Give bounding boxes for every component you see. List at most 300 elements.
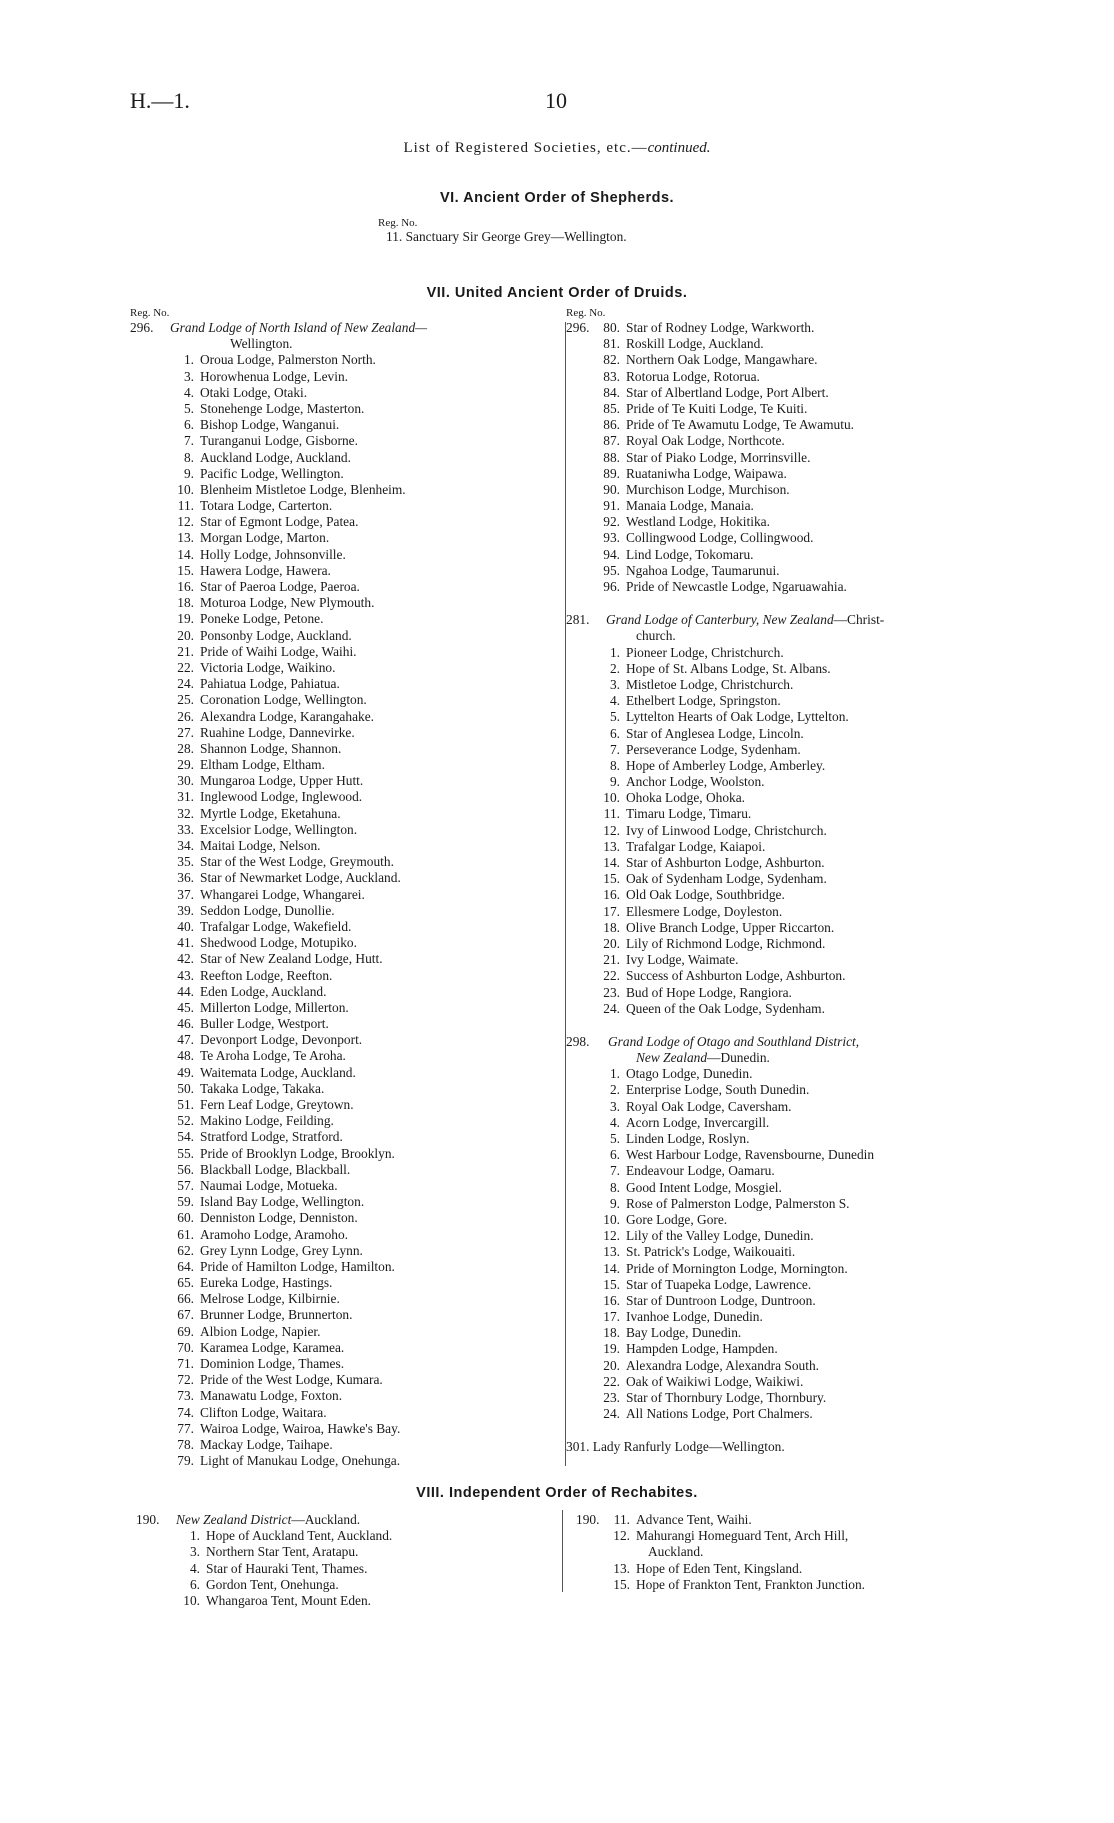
list-item: [566, 466, 1006, 482]
list-item: [130, 1000, 560, 1016]
item-number: 28.: [177, 740, 194, 756]
item-text: Star of Duntroon Lodge, Duntroon.: [626, 1292, 816, 1308]
list-item: [566, 1325, 1006, 1341]
list-item: [130, 903, 560, 919]
list-item: [130, 1081, 560, 1097]
list-item: [566, 936, 1006, 952]
list-item: [130, 1162, 560, 1178]
item-number: 62.: [177, 1242, 194, 1258]
item-number: 1.: [609, 644, 620, 660]
item-text: Pride of Newcastle Lodge, Ngaruawahia.: [626, 579, 847, 594]
item-number: 6.: [183, 417, 194, 433]
item-text: Bishop Lodge, Wanganui.: [200, 417, 340, 433]
group-296-continued: [566, 320, 1006, 595]
item-number: 16.: [177, 579, 194, 594]
list-item: [130, 951, 560, 967]
column-divider: [562, 1510, 563, 1592]
list-items: [566, 645, 1006, 1017]
list-item: [566, 952, 1006, 968]
list-item: [130, 692, 560, 708]
item-number: 12.: [603, 1228, 620, 1244]
list-item: [566, 1244, 1006, 1260]
item-text: Albion Lodge, Napier.: [200, 1323, 321, 1339]
item-number: 21.: [177, 643, 194, 659]
item-text: Success of Ashburton Lodge, Ashburton.: [626, 968, 846, 984]
list-item: [576, 1577, 1006, 1593]
list-item: [130, 628, 560, 644]
item-number: 11.: [177, 498, 194, 514]
group-number: 296.: [566, 320, 590, 335]
item-text: Blackball Lodge, Blackball.: [200, 1161, 351, 1177]
item-number: 8.: [609, 1179, 620, 1195]
item-text: Pacific Lodge, Wellington.: [200, 465, 344, 481]
item-text: Oak of Waikiwi Lodge, Waikiwi.: [626, 1373, 804, 1389]
item-number: 14.: [603, 1260, 620, 1276]
item-number: 4.: [189, 1560, 200, 1576]
item-text: Royal Oak Lodge, Caversham.: [626, 1098, 792, 1114]
item-number: 13.: [603, 838, 620, 854]
group-number: 281.: [566, 612, 590, 628]
list-item: [566, 482, 1006, 498]
list-item: [130, 1593, 560, 1609]
item-number: 1.: [189, 1528, 200, 1544]
item-number: 87.: [603, 433, 620, 449]
page-reference: H.—1.: [130, 88, 190, 113]
list-item: [130, 676, 560, 692]
group-name: Grand Lodge of Canterbury, New Zealand: [606, 612, 834, 628]
item-text: Seddon Lodge, Dunollie.: [200, 902, 335, 918]
item-text: Te Aroha Lodge, Te Aroha.: [200, 1048, 346, 1064]
list-item: [130, 887, 560, 903]
item-number: 60.: [177, 1210, 194, 1226]
item-number: 8.: [183, 449, 194, 465]
list-item: [566, 450, 1006, 466]
list-item: [130, 466, 560, 482]
spacer: [566, 1017, 1006, 1034]
section-7-regno-label-right: Reg. No.: [566, 307, 606, 319]
list-item: [130, 1372, 560, 1388]
item-text: Star of Albertland Lodge, Port Albert.: [626, 384, 829, 400]
item-text: Ohoka Lodge, Ohoka.: [626, 790, 745, 806]
item-number: 15.: [613, 1576, 630, 1592]
list-item: [566, 1390, 1006, 1406]
item-text: Karamea Lodge, Karamea.: [200, 1339, 345, 1355]
section-7-left-column: [130, 320, 560, 1469]
item-number: 91.: [603, 498, 620, 514]
list-item: [566, 1001, 1006, 1017]
title-continued: continued.: [647, 140, 711, 156]
group-header: [566, 1034, 1006, 1050]
item-text: Dominion Lodge, Thames.: [200, 1356, 345, 1371]
item-text: Wairoa Lodge, Wairoa, Hawke's Bay.: [200, 1420, 401, 1436]
item-number: 10.: [603, 790, 620, 806]
item-text: Ruataniwha Lodge, Waipawa.: [626, 465, 787, 481]
list-item: [130, 514, 560, 530]
item-text: Eden Lodge, Auckland.: [200, 983, 327, 999]
item-text: Ivanhoe Lodge, Dunedin.: [626, 1309, 763, 1325]
item-text: Victoria Lodge, Waikino.: [200, 659, 336, 675]
list-item: [566, 968, 1006, 984]
item-text: Star of Paeroa Lodge, Paeroa.: [200, 579, 360, 594]
item-number: 17.: [603, 903, 620, 919]
item-number: 5.: [609, 1131, 620, 1146]
item-number: 14.: [177, 546, 194, 562]
item-text: Aramoho Lodge, Aramoho.: [200, 1226, 349, 1242]
item-text: Timaru Lodge, Timaru.: [626, 806, 752, 822]
list-item: [130, 1194, 560, 1210]
list-item: [566, 839, 1006, 855]
item-number: 27.: [177, 724, 194, 740]
item-number: 46.: [177, 1016, 194, 1032]
list-item: [130, 1259, 560, 1275]
list-item: [130, 1544, 560, 1560]
item-text: Hope of Eden Tent, Kingsland.: [636, 1560, 803, 1576]
list-items: [130, 1528, 560, 1609]
list-item: [130, 385, 560, 401]
list-item: [566, 1309, 1006, 1325]
list-item: [576, 1561, 1006, 1577]
item-text: Star of Ashburton Lodge, Ashburton.: [626, 855, 825, 870]
group-location: [130, 336, 560, 352]
item-text: Ethelbert Lodge, Springston.: [626, 693, 781, 709]
item-text: Hope of Auckland Tent, Auckland.: [206, 1528, 393, 1544]
item-text: Mackay Lodge, Taihape.: [200, 1436, 333, 1452]
document-title: [0, 140, 1114, 157]
item-number: 3.: [183, 368, 194, 384]
item-text: Endeavour Lodge, Oamaru.: [626, 1163, 775, 1179]
section-7-regno-label-left: Reg. No.: [130, 307, 170, 319]
list-item: [566, 661, 1006, 677]
section-8-left-column: [130, 1512, 560, 1609]
item-number: 10.: [603, 1211, 620, 1227]
item-number: 36.: [177, 870, 194, 886]
list-item: [566, 530, 1006, 546]
item-number: 19.: [603, 1341, 620, 1357]
item-number: 64.: [177, 1258, 194, 1274]
item-number: 6.: [609, 725, 620, 741]
list-item: [566, 401, 1006, 417]
item-text: Pride of Brooklyn Lodge, Brooklyn.: [200, 1145, 395, 1161]
list-item: [566, 1082, 1006, 1098]
item-number: 80.: [603, 320, 620, 335]
item-number: 44.: [177, 983, 194, 999]
list-item: [566, 790, 1006, 806]
item-text: Ivy Lodge, Waimate.: [626, 952, 739, 968]
item-text: Manaia Lodge, Manaia.: [626, 498, 754, 514]
list-item: [130, 1129, 560, 1145]
list-item: [130, 757, 560, 773]
item-number: 6.: [609, 1147, 620, 1163]
item-number: 79.: [177, 1453, 194, 1469]
item-number: 4.: [183, 384, 194, 400]
item-text: Ivy of Linwood Lodge, Christchurch.: [626, 822, 827, 838]
item-text: Oak of Sydenham Lodge, Sydenham.: [626, 871, 827, 887]
item-number: 4.: [609, 1114, 620, 1130]
group-name-2: New Zealand: [636, 1050, 708, 1066]
item-number: 13.: [603, 1244, 620, 1260]
list-item: [566, 352, 1006, 368]
item-text: Pride of Waihi Lodge, Waihi.: [200, 643, 357, 659]
item-number: 12.: [603, 822, 620, 838]
list-item: [130, 935, 560, 951]
item-text: Hope of Amberley Lodge, Amberley.: [626, 757, 826, 773]
item-text: Manawatu Lodge, Foxton.: [200, 1388, 343, 1404]
item-text: Pioneer Lodge, Christchurch.: [626, 644, 784, 660]
item-text: Brunner Lodge, Brunnerton.: [200, 1307, 353, 1323]
list-item: [566, 920, 1006, 936]
group-location: —Christ-: [833, 612, 885, 628]
item-text: Queen of the Oak Lodge, Sydenham.: [626, 1000, 825, 1016]
item-number: 5.: [183, 400, 194, 416]
list-item: [130, 1016, 560, 1032]
item-text: Morgan Lodge, Marton.: [200, 530, 330, 546]
item-number: 59.: [177, 1194, 194, 1210]
item-number: 19.: [177, 611, 194, 627]
item-text: Star of Thornbury Lodge, Thornbury.: [626, 1390, 827, 1405]
list-item: [130, 1113, 560, 1129]
group-190-continued: [576, 1512, 1006, 1593]
item-text: Lily of Richmond Lodge, Richmond.: [626, 935, 826, 951]
group-location: —Auckland.: [291, 1512, 361, 1527]
item-number: 22.: [603, 968, 620, 984]
item-number: 52.: [177, 1113, 194, 1129]
list-item: [566, 1196, 1006, 1212]
list-item: [566, 1261, 1006, 1277]
item-number: 13.: [613, 1560, 630, 1576]
list-item: [576, 1512, 1006, 1528]
item-text: Roskill Lodge, Auckland.: [626, 336, 764, 352]
spacer: [566, 595, 1006, 612]
list-item: [130, 1324, 560, 1340]
section-8-right-column: [576, 1512, 1006, 1593]
item-text: Makino Lodge, Feilding.: [200, 1113, 334, 1129]
group-header: [130, 1512, 560, 1528]
item-number: 24.: [603, 1000, 620, 1016]
list-item: [130, 1307, 560, 1323]
list-item: [130, 1356, 560, 1372]
item-text: Island Bay Lodge, Wellington.: [200, 1194, 365, 1210]
list-item: [566, 1228, 1006, 1244]
item-text: Millerton Lodge, Millerton.: [200, 999, 349, 1015]
item-text: Star of Egmont Lodge, Patea.: [200, 514, 359, 530]
item-number: 82.: [603, 352, 620, 368]
list-items: [130, 352, 560, 1469]
group-location-text: church.: [636, 628, 676, 644]
list-item: [130, 1210, 560, 1226]
list-item: [566, 579, 1006, 595]
list-item: [130, 1340, 560, 1356]
item-text: Devonport Lodge, Devonport.: [200, 1032, 363, 1048]
item-number: 7.: [609, 1163, 620, 1179]
item-number: 9.: [609, 774, 620, 790]
item-number: 1.: [609, 1066, 620, 1082]
list-item: [130, 1146, 560, 1162]
list-item: [566, 823, 1006, 839]
item-number: 16.: [603, 887, 620, 903]
item-number: 18.: [603, 1325, 620, 1341]
item-number: 9.: [609, 1195, 620, 1211]
list-item: [566, 1341, 1006, 1357]
list-item: [566, 514, 1006, 530]
item-text: Poneke Lodge, Petone.: [200, 611, 324, 627]
item-text: Lyttelton Hearts of Oak Lodge, Lyttelton.: [626, 709, 849, 725]
item-number: 55.: [177, 1145, 194, 1161]
item-text: Good Intent Lodge, Mosgiel.: [626, 1179, 782, 1195]
item-text: Star of Anglesea Lodge, Lincoln.: [626, 725, 804, 741]
list-item: [130, 433, 560, 449]
item-text: Trafalgar Lodge, Wakefield.: [200, 918, 352, 934]
item-text: Star of New Zealand Lodge, Hutt.: [200, 951, 383, 967]
list-item: [130, 530, 560, 546]
section-7-right-column: [566, 320, 1006, 1456]
item-number: 6.: [189, 1576, 200, 1592]
list-item: [130, 773, 560, 789]
item-text: Ponsonby Lodge, Auckland.: [200, 627, 352, 643]
item-text: Inglewood Lodge, Inglewood.: [200, 789, 363, 805]
item-number: 26.: [177, 708, 194, 724]
item-number: 2.: [609, 1082, 620, 1098]
spacer: [566, 1422, 1006, 1439]
item-text: Myrtle Lodge, Eketahuna.: [200, 805, 341, 821]
item-number: 4.: [609, 693, 620, 709]
item-text: Royal Oak Lodge, Northcote.: [626, 433, 785, 449]
item-number: 11.: [603, 806, 620, 822]
group-number: 190.: [136, 1512, 160, 1527]
item-text: Pahiatua Lodge, Pahiatua.: [200, 676, 340, 692]
item-text: Old Oak Lodge, Southbridge.: [626, 887, 785, 903]
item-number: 33.: [177, 821, 194, 837]
list-item: [566, 1147, 1006, 1163]
item-text: Melrose Lodge, Kilbirnie.: [200, 1291, 340, 1307]
item-number: 23.: [603, 1390, 620, 1405]
list-item: [566, 1277, 1006, 1293]
list-item: [130, 870, 560, 886]
item-number: 15.: [603, 871, 620, 887]
item-number: 66.: [177, 1291, 194, 1307]
item-text: Hawera Lodge, Hawera.: [200, 562, 331, 578]
list-item: [566, 1293, 1006, 1309]
item-text: Northern Oak Lodge, Mangawhare.: [626, 352, 818, 368]
item-text: Oroua Lodge, Palmerston North.: [200, 352, 376, 368]
item-text: Denniston Lodge, Denniston.: [200, 1210, 358, 1226]
list-item: [566, 677, 1006, 693]
list-item: [130, 806, 560, 822]
item-text: Takaka Lodge, Takaka.: [200, 1080, 325, 1096]
list-item: [566, 336, 1006, 352]
item-text: Pride of Te Awamutu Lodge, Te Awamutu.: [626, 417, 854, 433]
group-location-cont: [566, 628, 1006, 644]
item-text: Reefton Lodge, Reefton.: [200, 967, 333, 983]
item-text: Mungaroa Lodge, Upper Hutt.: [200, 773, 364, 789]
list-item: [566, 385, 1006, 401]
item-number: 10.: [177, 481, 194, 497]
list-item: [130, 1048, 560, 1064]
item-number: 84.: [603, 384, 620, 400]
item-number: 48.: [177, 1048, 194, 1064]
item-number: 72.: [177, 1372, 194, 1388]
item-number: 17.: [603, 1309, 620, 1325]
item-text: Alexandra Lodge, Alexandra South.: [626, 1357, 819, 1373]
list-item: [566, 1212, 1006, 1228]
group-name: New Zealand District: [176, 1512, 292, 1527]
list-item: [566, 709, 1006, 725]
item-number: 18.: [177, 595, 194, 611]
item-text: Mistletoe Lodge, Christchurch.: [626, 676, 794, 692]
list-item: [130, 1405, 560, 1421]
item-text: Turanganui Lodge, Gisborne.: [200, 433, 358, 449]
item-number: 86.: [603, 417, 620, 433]
list-item: [130, 1275, 560, 1291]
item-number: 71.: [177, 1356, 194, 1371]
item-number: 2.: [609, 660, 620, 676]
item-text: Lind Lodge, Tokomaru.: [626, 546, 754, 562]
item-number: 34.: [177, 838, 194, 853]
group-name: Grand Lodge of North Island of New Zealand—: [170, 320, 428, 335]
list-item: [566, 1163, 1006, 1179]
list-item: [566, 320, 1006, 336]
item-number: 54.: [177, 1129, 194, 1145]
item-text: Horowhenua Lodge, Levin.: [200, 368, 348, 384]
item-number: 11.: [613, 1512, 630, 1527]
item-text: Star of Hauraki Tent, Thames.: [206, 1560, 368, 1576]
item-number: 78.: [177, 1436, 194, 1452]
item-text: Shedwood Lodge, Motupiko.: [200, 935, 357, 951]
group-name-cont: [566, 1050, 1006, 1066]
list-item: [130, 579, 560, 595]
list-item: [566, 742, 1006, 758]
list-item: [130, 1065, 560, 1081]
item-number: 15.: [177, 562, 194, 578]
list-item: [130, 1561, 560, 1577]
item-text: Star of Newmarket Lodge, Auckland.: [200, 870, 401, 886]
group-number: 298.: [566, 1033, 590, 1049]
list-item: [566, 726, 1006, 742]
section-8-title: VIII. Independent Order of Rechabites.: [416, 1485, 698, 1501]
item-text: Hope of Frankton Tent, Frankton Junction.: [636, 1576, 866, 1592]
item-number: 32.: [177, 805, 194, 821]
item-text: Mahurangi Homeguard Tent, Arch Hill,: [636, 1528, 849, 1544]
list-item: [566, 774, 1006, 790]
list-item: [130, 1437, 560, 1453]
list-item: [566, 887, 1006, 903]
item-text: Murchison Lodge, Murchison.: [626, 481, 790, 497]
item-text: Acorn Lodge, Invercargill.: [626, 1114, 770, 1130]
item-number: 96.: [603, 579, 620, 594]
list-items: [566, 1066, 1006, 1422]
item-text: Ngahoa Lodge, Taumarunui.: [626, 562, 780, 578]
item-number: 57.: [177, 1177, 194, 1193]
group-header: [130, 320, 560, 336]
item-text: Blenheim Mistletoe Lodge, Blenheim.: [200, 481, 406, 497]
item-number: 85.: [603, 400, 620, 416]
item-number: 41.: [177, 935, 194, 951]
item-number: 90.: [603, 481, 620, 497]
item-number: 7.: [183, 433, 194, 449]
page-number: 10: [545, 88, 567, 113]
item-number: 5.: [609, 709, 620, 725]
list-item: [130, 741, 560, 757]
item-text: Clifton Lodge, Waitara.: [200, 1404, 327, 1420]
item-text: Shannon Lodge, Shannon.: [200, 740, 342, 756]
list-item: [566, 1115, 1006, 1131]
item-text: Star of Rodney Lodge, Warkworth.: [626, 320, 815, 335]
list-item: [130, 1097, 560, 1113]
list-item: [566, 904, 1006, 920]
list-item: [130, 644, 560, 660]
item-number: 15.: [603, 1276, 620, 1292]
list-item: [130, 1421, 560, 1437]
item-number: 74.: [177, 1404, 194, 1420]
